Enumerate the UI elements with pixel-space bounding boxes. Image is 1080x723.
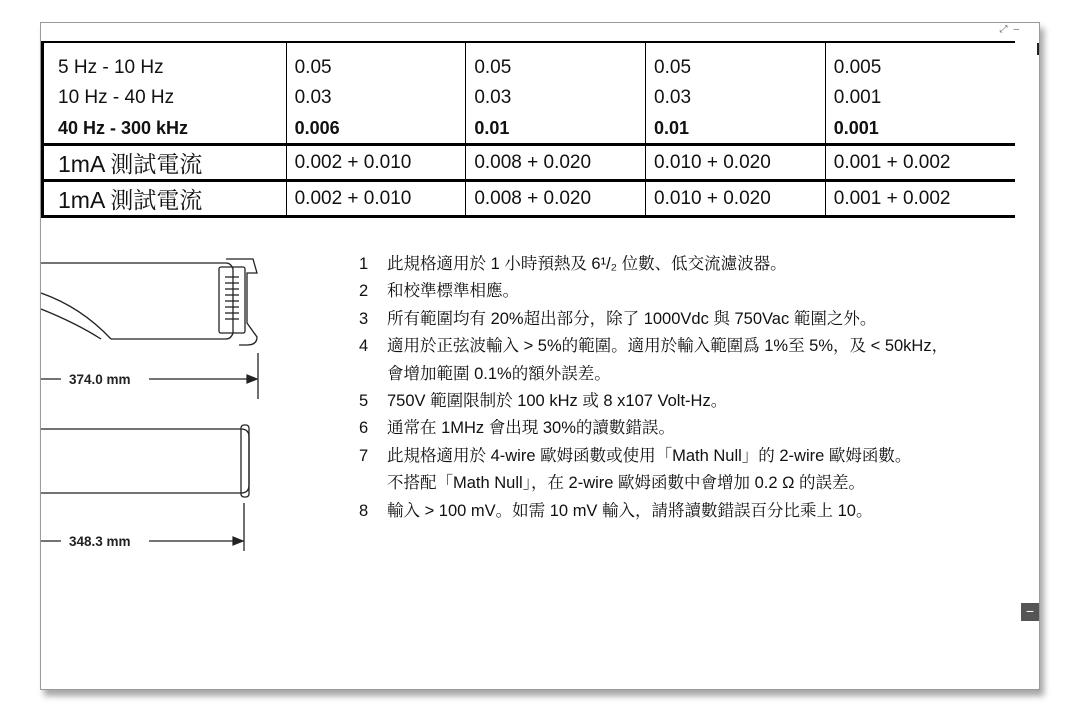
table-cell: 10 Hz - 40 Hz [43,83,287,113]
table-cell: 0.008 + 0.020 [466,145,646,181]
table-cell: 0.03 [646,83,826,113]
footnote-number: 6 [359,419,369,438]
minimize-icon[interactable]: – [1013,24,1025,35]
table-cell: 0.006 [286,113,466,145]
footnote [359,388,948,415]
footnote-number: 2 [359,282,369,301]
footnote-text: 和校準標準相應。 [387,282,519,301]
footnote-number: 7 [359,446,369,465]
table-cell: 0.001 [825,113,1015,145]
footnote-number: 3 [359,309,369,328]
footnote [359,306,948,333]
footnote [359,498,948,525]
footnote [359,278,948,305]
footnote [359,251,948,278]
footnote [359,415,948,442]
table-row [43,145,1016,181]
table-cell: 5 Hz - 10 Hz [43,42,287,83]
footnote-text: 所有範圍均有 20%超出部分，除了 1000Vdc 與 750Vac 範圍之外。 [387,309,877,328]
document-viewer-frame [40,22,1040,690]
window-controls [999,24,1025,35]
dimension-drawing [41,241,263,551]
minus-icon: − [1025,603,1035,619]
footnote [359,443,948,498]
table-cell: 0.005 [825,42,1015,83]
table-cell: 0.05 [466,42,646,83]
table-row [43,113,1016,145]
footnote-number: 5 [359,392,369,411]
table-cell: 0.001 + 0.002 [825,181,1015,217]
spec-table [41,41,1015,218]
table-cell: 0.002 + 0.010 [286,145,466,181]
dim-bottom-label: 348.3 mm [69,534,131,549]
scroll-edge [1037,43,1040,55]
table-cell: 0.01 [466,113,646,145]
table-cell: 0.05 [286,42,466,83]
table-cell: 0.03 [466,83,646,113]
table-cell: 0.001 [825,83,1015,113]
footnote [359,333,948,388]
table-row [43,83,1016,113]
footnote-number: 8 [359,501,369,520]
expand-icon[interactable]: ⤢ [999,24,1014,35]
table-row [43,42,1016,83]
footnote-text: 輸入 > 100 mV。如需 10 mV 輸入，請將讀數錯誤百分比乘上 10。 [387,501,873,520]
table-cell: 1mA 測試電流 [43,145,287,181]
footnote-continuation: 不搭配「Math Null」，在 2-wire 歐姆函數中會增加 0.2 Ω 的誤差。 [387,474,866,493]
table-cell: 0.001 + 0.002 [825,145,1015,181]
footnote-text: 此規格適用於 4-wire 歐姆函數或使用「Math Null」的 2-wire 歐姆函數。 [387,446,912,465]
table-cell: 0.01 [646,113,826,145]
table-cell: 0.03 [286,83,466,113]
table-cell: 0.008 + 0.020 [466,181,646,217]
table-cell: 0.010 + 0.020 [646,181,826,217]
footnote-text: 適用於正弦波輸入 > 5%的範圍。適用於輸入範圍爲 1%至 5%，及 < 50kHz， [387,337,949,356]
footnote-continuation: 會增加範圍 0.1%的額外誤差。 [387,364,611,383]
table-row [43,181,1016,217]
viewer-toolbar [41,23,1039,39]
collapse-button[interactable] [1021,603,1039,621]
footnote-number: 1 [359,255,369,273]
footnote-text: 通常在 1MHz 會出現 30%的讀數錯誤。 [387,419,675,438]
table-cell: 1mA 測試電流 [43,181,287,217]
table-cell: 0.010 + 0.020 [646,145,826,181]
table-cell: 0.05 [646,42,826,83]
table-cell: 40 Hz - 300 kHz [43,113,287,145]
footnote-text: 此規格適用於 1 小時預熱及 6¹/₂ 位數、低交流濾波器。 [387,255,787,273]
table-cell: 0.002 + 0.010 [286,181,466,217]
dim-top-label: 374.0 mm [69,372,131,387]
footnote-text: 750V 範圍限制於 100 kHz 或 8 x107 Volt-Hz。 [387,392,728,411]
footnote-number: 4 [359,337,369,356]
footnotes-list [359,251,948,525]
side-panel-sketch [41,425,249,551]
